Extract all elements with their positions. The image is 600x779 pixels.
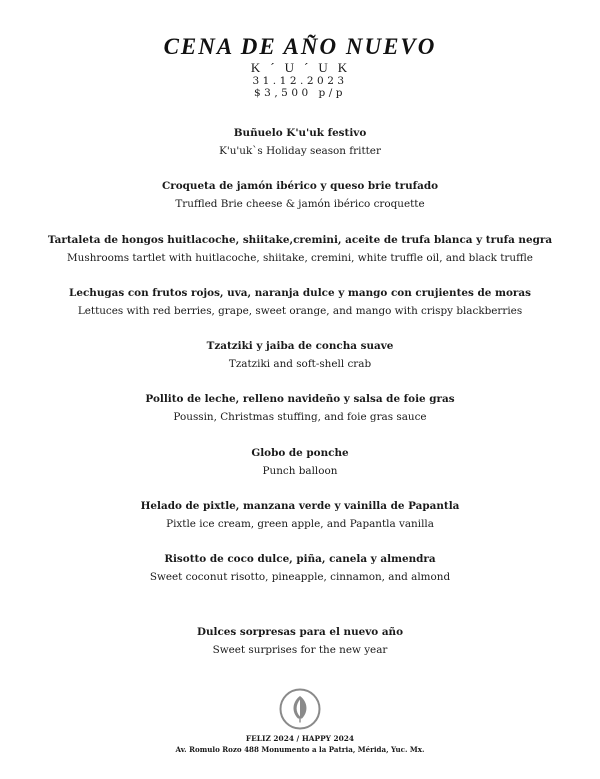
course-name-en: Mushrooms tartlet with huitlacoche, shiitake, cremini, white truffle oil, and black truffle bbox=[67, 251, 533, 264]
course-name-en: Truffled Brie cheese & jamón ibérico croquette bbox=[175, 198, 425, 211]
course-name-en: Pixtle ice cream, green apple, and Papantla vanilla bbox=[166, 518, 434, 531]
restaurant-address: Av. Romulo Rozo 488 Monumento a la Patria, Mérida, Yuc. Mx. bbox=[175, 745, 425, 754]
course-item bbox=[0, 625, 600, 678]
leaf-logo-svg bbox=[279, 688, 321, 730]
course-item bbox=[0, 552, 600, 605]
course-name-es: Lechugas con frutos rojos, uva, naranja dulce y mango con crujientes de moras bbox=[69, 286, 531, 299]
course-name-en: Poussin, Christmas stuffing, and foie gras sauce bbox=[173, 411, 427, 424]
course-name-es: Pollito de leche, relleno navideño y salsa de foie gras bbox=[145, 393, 455, 406]
course-item bbox=[0, 179, 600, 232]
menu-footer bbox=[0, 734, 600, 755]
course-name-en: Sweet surprises for the new year bbox=[212, 643, 388, 656]
course-name-es: Tzatziki y jaiba de concha suave bbox=[206, 340, 394, 353]
course-name-en: K'u'uk`s Holiday season fritter bbox=[219, 145, 381, 157]
new-year-greeting: FELIZ 2024 / HAPPY 2024 bbox=[245, 734, 355, 743]
course-name-es: Buñuelo K'u'uk festivo bbox=[233, 127, 367, 139]
menu-title: CENA DE AÑO NUEVO bbox=[163, 34, 437, 59]
course-item bbox=[0, 126, 600, 179]
course-item bbox=[0, 446, 600, 499]
course-item bbox=[0, 499, 600, 552]
course-name-en: Lettuces with red berries, grape, sweet orange, and mango with crispy blackberries bbox=[77, 304, 523, 317]
menu-header bbox=[0, 34, 600, 99]
course-name-en: Punch balloon bbox=[262, 464, 338, 477]
course-name-es: Tartaleta de hongos huitlacoche, shiitake,cremini, aceite de trufa blanca y trufa negra bbox=[47, 233, 553, 246]
leaf-icon bbox=[279, 688, 321, 730]
course-item bbox=[0, 233, 600, 286]
event-date: 31.12.2023 bbox=[252, 75, 348, 87]
course-name-es: Globo de ponche bbox=[251, 446, 349, 459]
course-name-es: Dulces sorpresas para el nuevo año bbox=[196, 625, 404, 638]
course-name-en: Sweet coconut risotto, pineapple, cinnamon, and almond bbox=[149, 571, 451, 584]
course-name-es: Croqueta de jamón ibérico y queso brie trufado bbox=[161, 180, 439, 193]
course-name-es: Risotto de coco dulce, piña, canela y almendra bbox=[164, 553, 436, 566]
restaurant-name: K´U´UK bbox=[250, 60, 358, 75]
course-item bbox=[0, 339, 600, 392]
course-name-es: Helado de pixtle, manzana verde y vainilla de Papantla bbox=[140, 500, 460, 513]
course-name-en: Tzatziki and soft-shell crab bbox=[228, 358, 372, 371]
price-per-person: $3,500 p/p bbox=[253, 87, 347, 99]
course-item bbox=[0, 392, 600, 445]
course-list bbox=[0, 126, 600, 678]
course-item bbox=[0, 286, 600, 339]
